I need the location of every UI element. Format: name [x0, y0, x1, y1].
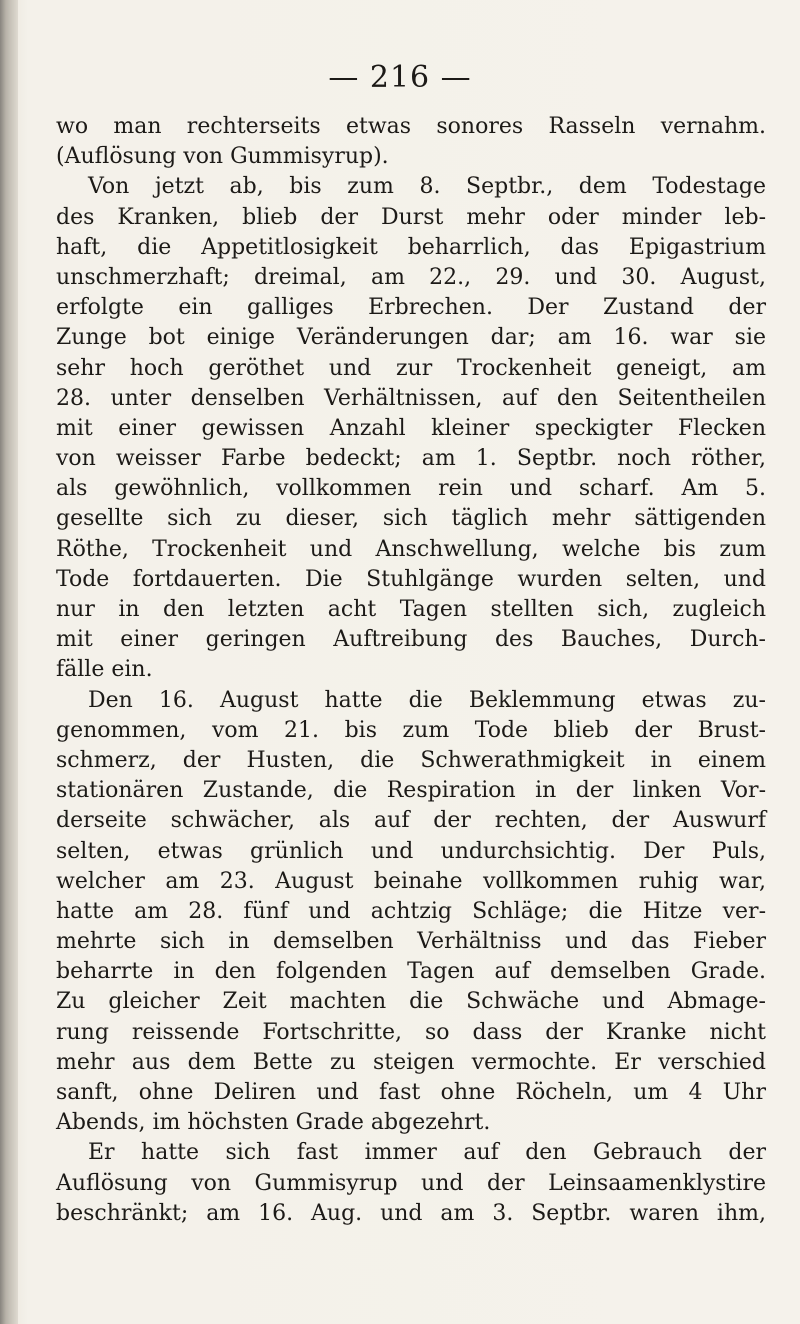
text-line: gesellte sich zu dieser, sich täglich mehr sättigenden [56, 506, 766, 532]
text-line: unschmerzhaft; dreimal, am 22., 29. und 30. August, [56, 264, 766, 290]
text-line: schmerz, der Husten, die Schwerathmigkeit in einem [56, 747, 766, 773]
text-line: Abends, im höchsten Grade abgezehrt. [56, 1110, 491, 1136]
text-line: sanft, ohne Deliren und fast ohne Röcheln, um 4 Uhr [56, 1080, 766, 1105]
text-line: nur in den letzten acht Tagen stellten sich, zugleich [56, 597, 766, 622]
text-line: 28. unter denselben Verhältnissen, auf den Seitentheilen [56, 385, 766, 411]
text-line: des Kranken, blieb der Durst mehr oder minder leb- [56, 204, 766, 230]
text-line: beharrte in den folgenden Tagen auf demselben Grade. [56, 959, 766, 985]
binding-edge [0, 0, 18, 1324]
text-line: mehr aus dem Bette zu steigen vermochte. Er verschied [56, 1049, 766, 1075]
text-line: genommen, vom 21. bis zum Tode blieb der Brust- [56, 717, 766, 743]
text-line: welcher am 23. August beinahe vollkommen ruhig war, [56, 868, 766, 894]
text-line: Auflösung von Gummisyrup und der Leinsaamenklystire [56, 1170, 766, 1196]
text-line: hatte am 28. fünf und achtzig Schläge; die Hitze ver- [56, 898, 766, 924]
text-line: von weisser Farbe bedeckt; am 1. Septbr. noch röther, [56, 446, 766, 472]
text-line: wo man rechterseits etwas sonores Rasseln vernahm. [56, 114, 766, 139]
text-line: Er hatte sich fast immer auf den Gebrauch der [88, 1140, 766, 1166]
text-line: stationären Zustande, die Respiration in der linken Vor- [56, 778, 766, 804]
page-number: — 216 — [328, 60, 472, 95]
text-line: fälle ein. [56, 657, 153, 683]
body-text [56, 112, 766, 1229]
text-line: mehrte sich in demselben Verhältniss und das Fieber [56, 929, 766, 955]
text-line: derseite schwächer, als auf der rechten, der Auswurf [56, 808, 766, 834]
text-line: Zunge bot einige Veränderungen dar; am 16. war sie [56, 325, 766, 351]
text-line: Tode fortdauerten. Die Stuhlgänge wurden selten, und [56, 566, 766, 592]
text-line: haft, die Appetitlosigkeit beharrlich, das Epigastrium [56, 234, 766, 260]
text-line: Den 16. August hatte die Beklemmung etwas zu- [88, 687, 766, 713]
text-line: sehr hoch geröthet und zur Trockenheit geneigt, am [56, 355, 766, 381]
text-line: (Auflösung von Gummisyrup). [56, 144, 389, 170]
text-line: Röthe, Trockenheit und Anschwellung, welche bis zum [56, 536, 766, 562]
text-line: erfolgte ein galliges Erbrechen. Der Zustand der [56, 295, 766, 321]
text-line: selten, etwas grünlich und undurchsichtig. Der Puls, [56, 838, 766, 864]
text-line: mit einer geringen Auftreibung des Bauches, Durch- [56, 627, 766, 653]
text-line: als gewöhnlich, vollkommen rein und scharf. Am 5. [56, 476, 766, 502]
text-line: Von jetzt ab, bis zum 8. Septbr., dem Todestage [88, 174, 766, 200]
text-line: beschränkt; am 16. Aug. und am 3. Septbr. waren ihm, [56, 1200, 766, 1226]
text-line: rung reissende Fortschritte, so dass der Kranke nicht [56, 1019, 766, 1045]
text-line: mit einer gewissen Anzahl kleiner speckigter Flecken [56, 415, 766, 441]
text-line: Zu gleicher Zeit machten die Schwäche und Abmage- [56, 989, 766, 1015]
